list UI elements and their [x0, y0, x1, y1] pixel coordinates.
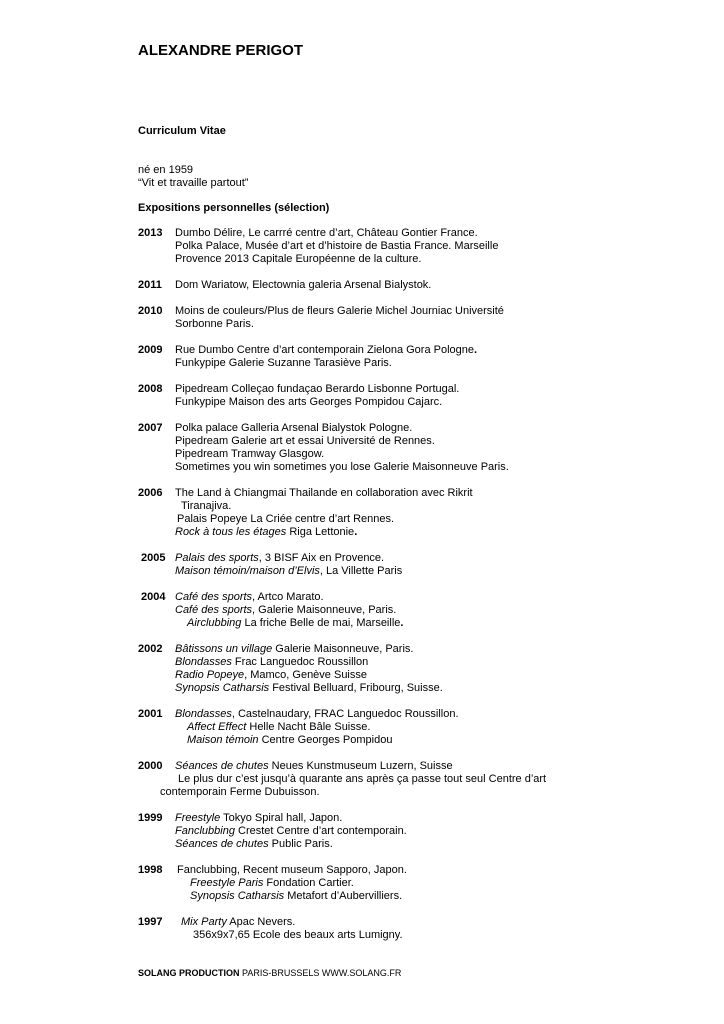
year: 2005 — [141, 552, 166, 564]
section-title: Expositions personnelles (sélection) — [138, 202, 330, 214]
entry-line: Funkypipe Galerie Suzanne Tarasiève Paris. — [175, 357, 392, 369]
entry-line: Séances de chutes Neues Kunstmuseum Luzern, Suisse — [175, 760, 453, 772]
entry-line: 356x9x7,65 Ecole des beaux arts Lumigny. — [193, 929, 403, 941]
entry-line: Synopsis Catharsis Metafort d’Aubervilliers. — [190, 890, 403, 902]
exhibition-entry — [0, 552, 724, 578]
year: 2013 — [138, 227, 163, 239]
entry-line: Mix Party Apac Nevers. — [181, 916, 296, 928]
exhibition-entry — [0, 383, 724, 409]
exhibition-entry — [0, 812, 724, 851]
entry-line: Dom Wariatow, Electownia galeria Arsenal Bialystok. — [175, 279, 432, 291]
entry-line: Provence 2013 Capitale Européenne de la culture. — [175, 253, 422, 265]
entry-line: Palais des sports, 3 BISF Aix en Provence. — [175, 552, 385, 564]
entry-line: Polka Palace, Musée d’art et d’histoire de Bastia France. Marseille — [175, 240, 499, 252]
entry-line: Fanclubbing, Recent museum Sapporo, Japon. — [177, 864, 407, 876]
year: 2008 — [138, 383, 163, 395]
birth-info — [138, 164, 248, 190]
year: 1997 — [138, 916, 163, 928]
year: 2002 — [138, 643, 163, 655]
exhibition-entry — [0, 760, 724, 799]
exhibition-entry — [0, 864, 724, 903]
year: 2009 — [138, 344, 163, 356]
entry-line: Rue Dumbo Centre d’art contemporain Zielona Gora Pologne. — [175, 344, 478, 356]
footer-text: PARIS-BRUSSELS WWW.SOLANG.FR — [239, 968, 402, 978]
entry-line: Café des sports, Artco Marato. — [175, 591, 324, 603]
entry-line: Radio Popeye, Mamco, Genève Suisse — [175, 669, 367, 681]
year: 2007 — [138, 422, 163, 434]
entry-line: Sorbonne Paris. — [175, 318, 254, 330]
exhibition-entry — [0, 916, 724, 942]
entry-line: Freestyle Tokyo Spiral hall, Japon. — [175, 812, 343, 824]
exhibition-entry — [0, 487, 724, 539]
entry-line: Freestyle Paris Fondation Cartier. — [190, 877, 354, 889]
entry-line: Blondasses, Castelnaudary, FRAC Languedoc Roussillon. — [175, 708, 459, 720]
entry-line: Fanclubbing Crestet Centre d’art contemporain. — [175, 825, 407, 837]
entry-line: Moins de couleurs/Plus de fleurs Galerie Michel Journiac Université — [175, 305, 504, 317]
year: 2010 — [138, 305, 163, 317]
entry-line: Polka palace Galleria Arsenal Bialystok Pologne. — [175, 422, 413, 434]
entry-line: Affect Effect Helle Nacht Bâle Suisse. — [187, 721, 371, 733]
entry-line: Dumbo Délire, Le carrré centre d’art, Château Gontier France. — [175, 227, 478, 239]
entry-line: Le plus dur c’est jusqu’à quarante ans après ça passe tout seul Centre d’art — [178, 773, 547, 785]
entry-line: Café des sports, Galerie Maisonneuve, Paris. — [175, 604, 397, 616]
entry-line: Rock à tous les étages Riga Lettonie. — [175, 526, 358, 538]
year: 2000 — [138, 760, 163, 772]
exhibition-entry — [0, 344, 724, 370]
exhibition-entry — [0, 227, 724, 266]
year: 1998 — [138, 864, 163, 876]
entry-line: Pipedream Colleçao fundaçao Berardo Lisbonne Portugal. — [175, 383, 460, 395]
year: 2011 — [138, 279, 162, 291]
exhibition-entry — [0, 708, 724, 747]
year: 2006 — [138, 487, 163, 499]
entry-line: Tiranajiva. — [181, 500, 232, 512]
entry-line: Pipedream Galerie art et essai Université de Rennes. — [175, 435, 435, 447]
birth-year: né en 1959 — [138, 164, 194, 176]
entry-line: Airclubbing La friche Belle de mai, Marseille. — [187, 617, 404, 629]
year: 2004 — [141, 591, 166, 603]
exhibition-entry — [0, 279, 724, 292]
entry-line: Sometimes you win sometimes you lose Galerie Maisonneuve Paris. — [175, 461, 509, 473]
entry-line: Blondasses Frac Languedoc Roussillon — [175, 656, 369, 668]
entry-line: contemporain Ferme Dubuisson. — [160, 786, 320, 798]
exhibition-entry — [0, 643, 724, 695]
entry-line: Maison témoin/maison d’Elvis, La Villette Paris — [175, 565, 403, 577]
exhibition-entry — [0, 591, 724, 630]
entry-line: Synopsis Catharsis Festival Belluard, Fribourg, Suisse. — [175, 682, 443, 694]
entry-line: Maison témoin Centre Georges Pompidou — [187, 734, 393, 746]
exhibition-entry — [0, 422, 724, 474]
author-name: ALEXANDRE PERIGOT — [138, 42, 304, 59]
year: 2001 — [138, 708, 163, 720]
motto: “Vit et travaille partout” — [138, 177, 249, 189]
exhibition-entry — [0, 305, 724, 331]
entry-line: Funkypipe Maison des arts Georges Pompidou Cajarc. — [175, 396, 443, 408]
footer — [138, 968, 401, 978]
footer-company: SOLANG PRODUCTION — [138, 968, 240, 978]
entry-line: The Land à Chiangmai Thailande en collaboration avec Rikrit — [175, 487, 473, 499]
entry-line: Séances de chutes Public Paris. — [175, 838, 333, 850]
entry-line: Pipedream Tramway Glasgow. — [175, 448, 325, 460]
exhibition-list — [0, 227, 724, 955]
year: 1999 — [138, 812, 163, 824]
cv-title: Curriculum Vitae — [138, 125, 226, 137]
entry-line: Bâtissons un village Galerie Maisonneuve, Paris. — [175, 643, 414, 655]
entry-line: Palais Popeye La Criée centre d’art Rennes. — [177, 513, 395, 525]
